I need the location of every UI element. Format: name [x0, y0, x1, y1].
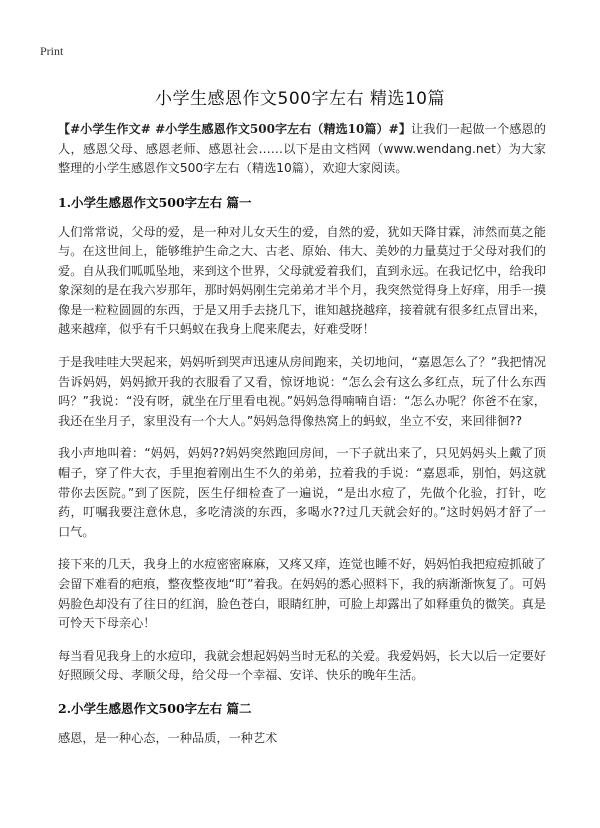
intro-bold-tags: 【#小学生作文# #小学生感恩作文500字左右（精选10篇）#】 — [58, 122, 411, 136]
paragraph: 人们常常说，父母的爱，是一种对儿女天生的爱，自然的爱，犹如天降甘霖，沛然而莫之能与。在这世间上，能够维护生命之大、古老、原始、伟大、美妙的力量莫过于父母对我们的爱。自从我们呱呱坠地，来到这个世界，父母就爱着我们，直到永远。在我记忆中，给我印象深刻的是在我六岁那年，那时妈妈刚生完弟弟才半个月，我突然觉得身上好痒，用手一摸像是一粒粒圆圆的东西，于是又用手去挠几下，谁知越挠越痒，接着就有很多红点冒出来，越来越痒，似乎有千只蚂蚁在我身上爬来爬去，好难受呀！ — [58, 224, 546, 337]
section-heading: 1.小学生感恩作文500字左右 篇一 — [58, 194, 252, 210]
page-title: 小学生感恩作文500字左右 精选10篇 — [155, 89, 445, 109]
document-body — [58, 120, 546, 762]
paragraph: 于是我哇哇大哭起来，妈妈听到哭声迅速从房间跑来，关切地问，“嘉恩怎么了？”我把情况告诉妈妈，妈妈掀开我的衣服看了又看，惊讶地说：“怎么会有这么多红点，玩了什么东西吗？”我说：“没有呀，就坐在厅里看电视。”妈妈急得喃喃自语：“怎么办呢？你爸不在家，我还在坐月子，家里没有一个大人。”妈妈急得像热窝上的蚂蚁，坐立不安，来回徘徊?? — [58, 355, 546, 428]
paragraph: 感恩，是一种心态，一种品质，一种艺术 — [58, 730, 278, 745]
paragraph: 接下来的几天，我身上的水痘密密麻麻，又疼又痒，连觉也睡不好，妈妈怕我把痘痘抓破了会留下难看的疤痕，整夜整夜地“盯”着我。在妈妈的悉心照料下，我的病渐渐恢复了。可妈妈脸色却没有了往日的红润，脸色苍白，眼睛红肿，可脸上却露出了如释重负的微笑。真是可怜天下母亲心！ — [58, 557, 546, 631]
intro-text: 让我们一起做一个感恩的人，感恩父母、感恩老师、感恩社会……以下是由文档网（www.wendang.net）为大家整理的小学生感恩作文500字左右（精选10篇），欢迎大家阅读。 — [58, 122, 546, 175]
paragraph: 我小声地叫着：“妈妈，妈妈??妈妈突然跑回房间，一下子就出来了，只见妈妈头上戴了顶帽子，穿了件大衣，手里抱着刚出生不久的弟弟，拉着我的手说：“嘉恩乖，别怕，妈这就带你去医院。”到了医院，医生仔细检查了一遍说，“是出水痘了，先做个化验，打针，吃药，叮嘱我要注意休息，多吃清淡的东西，多喝水??过几天就会好的。”这时妈妈才舒了一口气。 — [58, 446, 546, 539]
paragraph: 每当看见我身上的水痘印，我就会想起妈妈当时无私的关爱。我爱妈妈，长大以后一定要好好照顾父母、孝顺父母，给父母一个幸福、安详、快乐的晚年生活。 — [58, 648, 546, 683]
section-heading: 2.小学生感恩作文500字左右 篇二 — [58, 700, 252, 716]
print-label[interactable]: Print — [40, 44, 64, 58]
intro-paragraph — [58, 120, 546, 179]
